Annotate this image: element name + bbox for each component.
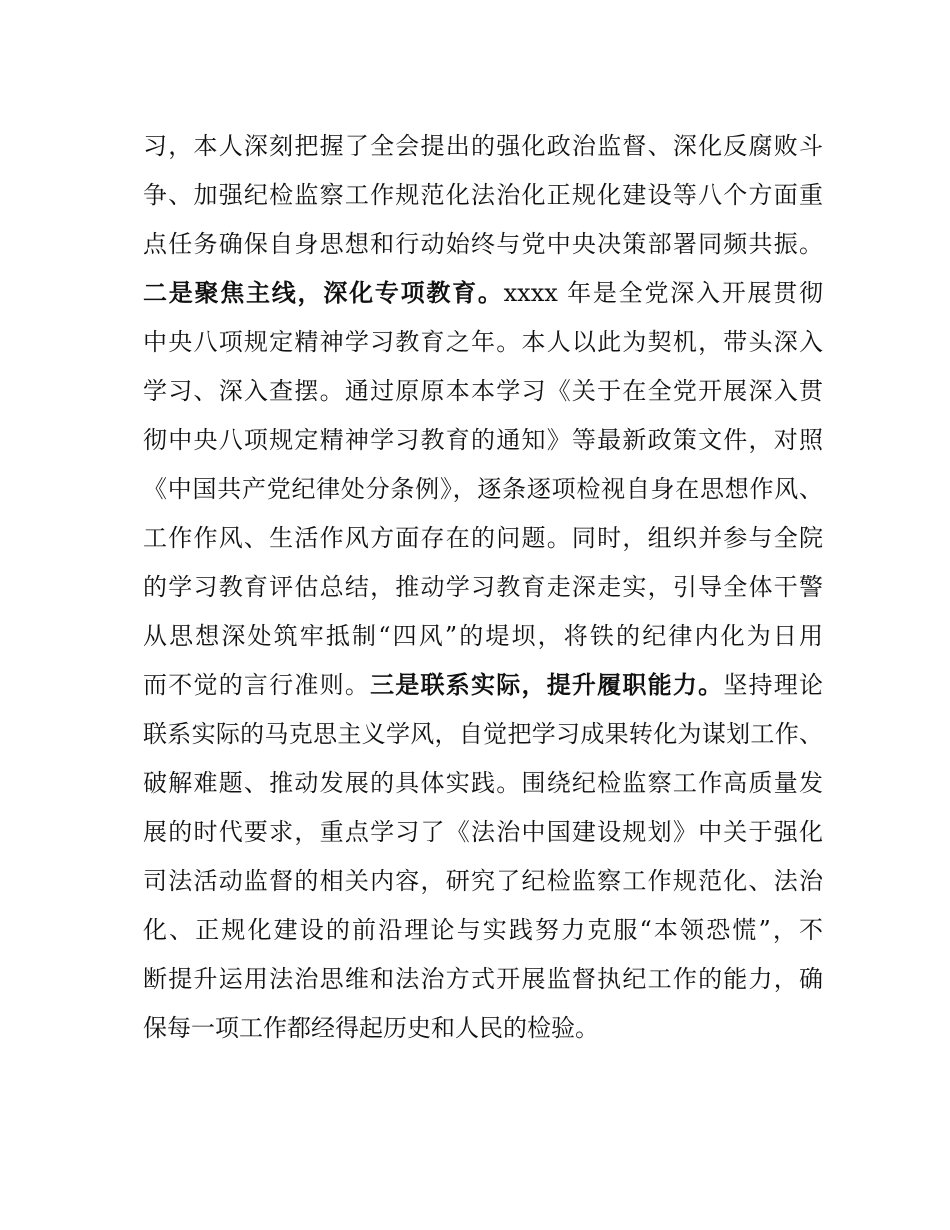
text-line: 化、正规化建设的前沿理论与实践努力克服“本领恐慌”，不	[143, 916, 823, 944]
text-line: 中央八项规定精神学习教育之年。本人以此为契机，带头深入	[143, 328, 823, 356]
text-line: 学习、深入查摆。通过原原本本学习《关于在全党开展深入贯	[143, 377, 823, 405]
text-line: 习，本人深刻把握了全会提出的强化政治监督、深化反腐败斗	[143, 132, 823, 160]
text-line: 《中国共产党纪律处分条例》，逐条逐项检视自身在思想作风、	[143, 475, 823, 503]
text-run: 坚持理论	[723, 671, 824, 699]
text-line: 的学习教育评估总结，推动学习教育走深走实，引导全体干警	[143, 573, 823, 601]
section-heading-2: 二是聚焦主线，深化专项教育。	[143, 279, 504, 307]
text-line: 工作作风、生活作风方面存在的问题。同时，组织并参与全院	[143, 524, 823, 552]
text-line: 争、加强纪检监察工作规范化法治化正规化建设等八个方面重	[143, 181, 823, 209]
text-line: 彻中央八项规定精神学习教育的通知》等最新政策文件，对照	[143, 426, 823, 454]
text-line: 联系实际的马克思主义学风，自觉把学习成果转化为谋划工作、	[143, 720, 823, 748]
section-heading-3: 三是联系实际，提升履职能力。	[370, 671, 724, 699]
text-line: 从思想深处筑牢抵制“四风”的堤坝，将铁的纪律内化为日用	[143, 622, 823, 650]
text-run: xxxx 年是全党深入开展贯彻	[503, 279, 824, 307]
body-text	[143, 122, 823, 1053]
text-run: 而不觉的言行准则。	[143, 671, 371, 699]
text-line	[143, 269, 823, 318]
text-line: 司法活动监督的相关内容，研究了纪检监察工作规范化、法治	[143, 867, 823, 895]
text-line	[143, 661, 823, 710]
text-line: 展的时代要求，重点学习了《法治中国建设规划》中关于强化	[143, 818, 823, 846]
text-line: 保每一项工作都经得起历史和人民的检验。	[143, 1014, 599, 1042]
text-line: 破解难题、推动发展的具体实践。围绕纪检监察工作高质量发	[143, 769, 823, 797]
text-line: 点任务确保自身思想和行动始终与党中央决策部署同频共振。	[143, 230, 823, 258]
text-line: 断提升运用法治思维和法治方式开展监督执纪工作的能力，确	[143, 965, 823, 993]
